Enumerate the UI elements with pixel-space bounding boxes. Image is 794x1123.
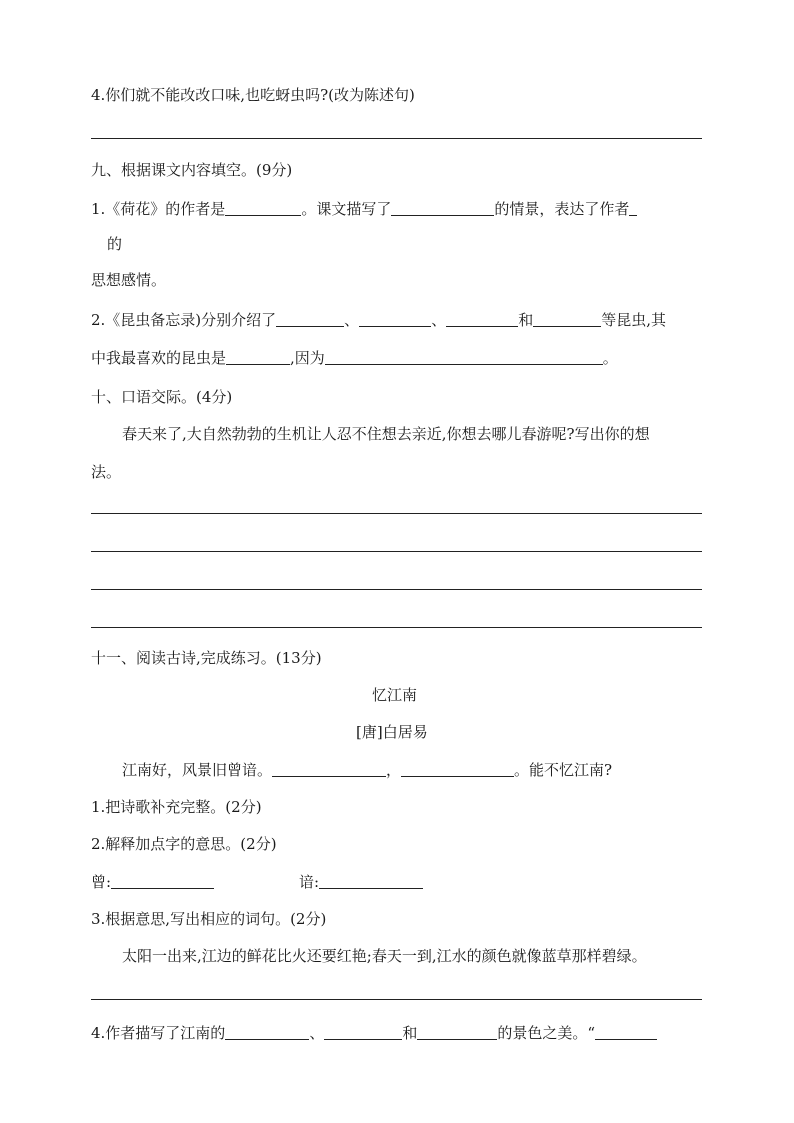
fill-sentence-2 (91, 310, 666, 330)
poem-line (122, 760, 612, 780)
blank[interactable] (359, 310, 431, 327)
text: 、 (344, 311, 360, 329)
question-text: 3.根据意思,写出相应的词句。(2分) (91, 910, 327, 928)
text: ,因为 (290, 349, 325, 367)
text: 。能不忆江南? (514, 761, 613, 779)
fill-sentence-q4 (91, 1023, 657, 1043)
blank[interactable] (595, 1023, 657, 1040)
text: 曾: (91, 873, 112, 891)
text: 等昆虫,其 (601, 311, 666, 329)
blank[interactable] (111, 872, 214, 889)
text: 谙: (299, 873, 320, 891)
section-heading: 九、根据课文内容填空。(9分) (91, 161, 293, 179)
question-text: 4.你们就不能改改口味,也吃蚜虫吗?(改为陈述句) (91, 86, 415, 104)
blank[interactable] (225, 199, 301, 216)
blank[interactable] (226, 348, 290, 365)
blank[interactable] (319, 872, 423, 889)
blank[interactable] (629, 199, 637, 216)
text: 的情景，表达了作者 (494, 200, 630, 218)
question-text: 2.解释加点字的意思。(2分) (91, 835, 277, 853)
text: 和 (402, 1024, 418, 1042)
blank[interactable] (272, 760, 386, 777)
text: 的景色之美。“ (497, 1024, 596, 1042)
fill-sentence-1 (91, 199, 637, 219)
blank[interactable] (401, 760, 514, 777)
text: 、 (431, 311, 447, 329)
text: 、 (309, 1024, 325, 1042)
section-heading: 十一、阅读古诗,完成练习。(13分) (91, 649, 322, 667)
prompt-text: 法。 (91, 463, 122, 481)
blank[interactable] (325, 348, 603, 365)
answer-line[interactable] (91, 138, 702, 139)
text: 。 (602, 349, 618, 367)
definition-ceng (91, 872, 214, 892)
answer-line[interactable] (91, 513, 702, 514)
text-continuation: 的 (107, 235, 123, 253)
prompt-text: 春天来了,大自然勃勃的生机让人忍不住想去亲近,你想去哪儿春游呢?写出你的想 (122, 425, 650, 443)
blank[interactable] (533, 310, 601, 327)
poem-title: 忆江南 (372, 686, 418, 704)
poem-author: [唐]白居易 (356, 723, 428, 741)
answer-line[interactable] (91, 551, 702, 552)
answer-line[interactable] (91, 589, 702, 590)
text: ， (386, 761, 402, 779)
text: 1.《荷花》的作者是 (91, 200, 226, 218)
question-text: 1.把诗歌补充完整。(2分) (91, 798, 262, 816)
text: 4.作者描写了江南的 (91, 1024, 226, 1042)
blank[interactable] (324, 1023, 402, 1040)
definition-an (299, 872, 423, 892)
answer-line[interactable] (91, 999, 702, 1000)
blank[interactable] (225, 1023, 309, 1040)
text: 江南好，风景旧曾谙。 (122, 761, 273, 779)
blank[interactable] (446, 310, 518, 327)
blank[interactable] (276, 310, 344, 327)
text: 中我最喜欢的昆虫是 (91, 349, 227, 367)
blank[interactable] (417, 1023, 497, 1040)
text-continuation: 思想感情。 (91, 271, 167, 289)
meaning-text: 太阳一出来,江边的鲜花比火还要红艳;春天一到,江水的颜色就像蓝草那样碧绿。 (122, 947, 647, 965)
fill-sentence-2-cont (91, 348, 618, 368)
text: 和 (518, 311, 534, 329)
text: 。课文描写了 (301, 200, 392, 218)
section-heading: 十、口语交际。(4分) (91, 388, 233, 406)
text: 2.《昆虫备忘录)分别介绍了 (91, 311, 277, 329)
blank[interactable] (391, 199, 494, 216)
answer-line[interactable] (91, 627, 702, 628)
